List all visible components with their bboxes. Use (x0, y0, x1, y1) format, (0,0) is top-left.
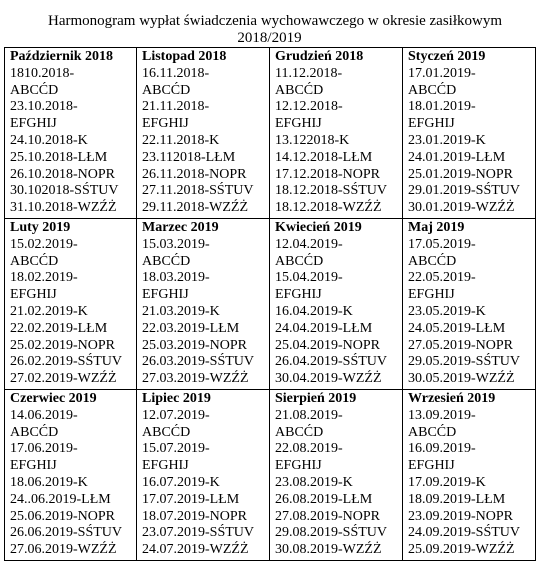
payment-date-entry: 17.01.2019- (408, 65, 476, 81)
payment-date-entry: 26.08.2019-LŁM (275, 491, 373, 507)
payment-date-entry: 24.04.2019-LŁM (275, 320, 373, 336)
payment-date-entry: 21.11.2018- (142, 99, 210, 115)
month-heading: Czerwiec 2019 (10, 391, 97, 406)
payment-date-entry: 30.05.2019-WZŹŻ (408, 371, 515, 387)
payment-date-entry: EFGHIJ (142, 116, 189, 132)
payment-date-entry: 29.08.2019-SŚTUV (275, 525, 388, 541)
payment-date-entry: 27.03.2019-WZŹŻ (142, 371, 249, 387)
payment-date-entry: 25.10.2018-LŁM (10, 149, 108, 165)
schedule-row (5, 219, 536, 390)
payment-date-entry: 24.10.2018-K (10, 132, 88, 148)
schedule-row (5, 48, 536, 219)
payment-date-entry: 30.102018-SŚTUV (10, 183, 119, 199)
month-heading: Luty 2019 (10, 220, 71, 235)
payment-date-entry: EFGHIJ (10, 458, 57, 474)
payment-date-entry: EFGHIJ (10, 287, 57, 303)
payment-date-entry: 15.03.2019- (142, 236, 210, 252)
payment-date-entry: 18.06.2019-K (10, 474, 88, 490)
payment-date-entry: 23.01.2019-K (408, 132, 486, 148)
payment-date-entry: ABCĆD (142, 424, 191, 440)
payment-date-entry: 13.09.2019- (408, 407, 476, 423)
schedule-row (5, 390, 536, 561)
payment-date-entry: 26.11.2018-NOPR (142, 166, 247, 182)
payment-date-entry: 16.07.2019-K (142, 474, 220, 490)
payment-date-entry: EFGHIJ (408, 458, 455, 474)
payment-date-entry: 14.12.2018-LŁM (275, 149, 373, 165)
payment-date-entry: 23.10.2018- (10, 99, 78, 115)
payment-date-entry: 17.07.2019-LŁM (142, 491, 240, 507)
month-cell (403, 48, 536, 219)
payment-date-entry: 22.03.2019-LŁM (142, 320, 240, 336)
month-cell (5, 390, 137, 561)
payment-date-entry: ABCĆD (10, 82, 59, 98)
payment-date-entry: ABCĆD (275, 253, 324, 269)
payment-date-entry: ABCĆD (275, 424, 324, 440)
payment-date-entry: 31.10.2018-WZŹŻ (10, 200, 117, 216)
payment-date-entry: 11.12.2018- (275, 65, 343, 81)
payment-date-entry: 26.06.2019-SŚTUV (10, 525, 123, 541)
month-heading: Październik 2018 (10, 49, 114, 64)
payment-date-entry: 29.01.2019-SŚTUV (408, 183, 521, 199)
payment-date-entry: 15.04.2019- (275, 270, 343, 286)
payment-date-entry: 25.01.2019-NOPR (408, 166, 514, 182)
payment-date-entry: 24..06.2019-LŁM (10, 491, 111, 507)
payment-date-entry: 30.04.2019-WZŹŻ (275, 371, 382, 387)
payment-date-entry: 17.06.2019- (10, 441, 78, 457)
payment-date-entry: 24.01.2019-LŁM (408, 149, 506, 165)
payment-date-entry: EFGHIJ (408, 287, 455, 303)
payment-date-entry: 27.08.2019-NOPR (275, 508, 381, 524)
payment-date-entry: 26.02.2019-SŚTUV (10, 354, 123, 370)
payment-date-entry: ABCĆD (10, 424, 59, 440)
payment-date-entry: 12.04.2019- (275, 236, 343, 252)
payment-date-entry: 16.11.2018- (142, 65, 210, 81)
payment-date-entry: EFGHIJ (142, 287, 189, 303)
payment-date-entry: 17.09.2019-K (408, 474, 486, 490)
payment-date-entry: 21.03.2019-K (142, 303, 220, 319)
payment-date-entry: 18.09.2019-LŁM (408, 491, 506, 507)
payment-date-entry: 25.09.2019-WZŹŻ (408, 542, 515, 558)
month-cell (270, 219, 403, 390)
payment-date-entry: 25.03.2019-NOPR (142, 337, 248, 353)
payment-date-entry: 23.05.2019-K (408, 303, 486, 319)
payment-date-entry: 15.02.2019- (10, 236, 78, 252)
month-heading: Marzec 2019 (142, 220, 219, 235)
month-heading: Listopad 2018 (142, 49, 227, 64)
payment-date-entry: ABCĆD (10, 253, 59, 269)
payment-date-entry: 22.05.2019- (408, 270, 476, 286)
payment-date-entry: 18.07.2019-NOPR (142, 508, 248, 524)
payment-date-entry: 21.08.2019- (275, 407, 343, 423)
payment-date-entry: 18.12.2018-SŚTUV (275, 183, 388, 199)
payment-date-entry: 18.03.2019- (142, 270, 210, 286)
payment-date-entry: 26.10.2018-NOPR (10, 166, 116, 182)
payment-date-entry: 26.04.2019-SŚTUV (275, 354, 388, 370)
payment-date-entry: 29.11.2018-WZŹŻ (142, 200, 249, 216)
payment-date-entry: 17.12.2018-NOPR (275, 166, 381, 182)
payment-date-entry: 21.02.2019-K (10, 303, 88, 319)
title-line-1: Harmonogram wypłat świadczenia wychowawczego w okresie zasiłkowym (48, 13, 503, 29)
payment-date-entry: 27.11.2018-SŚTUV (142, 183, 254, 199)
month-cell (137, 219, 270, 390)
payment-date-entry: 27.05.2019-NOPR (408, 337, 514, 353)
payment-date-entry: 22.08.2019- (275, 441, 343, 457)
payment-date-entry: 18.12.2018-WZŹŻ (275, 200, 382, 216)
payment-date-entry: ABCĆD (142, 253, 191, 269)
payment-date-entry: 24.05.2019-LŁM (408, 320, 506, 336)
payment-date-entry: 25.06.2019-NOPR (10, 508, 116, 524)
payment-date-entry: 30.08.2019-WZŹŻ (275, 542, 382, 558)
payment-date-entry: 29.05.2019-SŚTUV (408, 354, 521, 370)
schedule-table-body (5, 48, 536, 561)
payment-date-entry: ABCĆD (275, 82, 324, 98)
payment-date-entry: 24.07.2019-WZŹŻ (142, 542, 249, 558)
payment-date-entry: 1810.2018- (10, 65, 75, 81)
payment-date-entry: 18.01.2019- (408, 99, 476, 115)
payment-date-entry: EFGHIJ (142, 458, 189, 474)
payment-date-entry: 22.11.2018-K (142, 132, 220, 148)
payment-date-entry: 27.02.2019-WZŹŻ (10, 371, 117, 387)
payment-date-entry: EFGHIJ (10, 116, 57, 132)
payment-date-entry: 22.02.2019-LŁM (10, 320, 108, 336)
month-heading: Lipiec 2019 (142, 391, 211, 406)
payment-date-entry: 25.04.2019-NOPR (275, 337, 381, 353)
month-cell (403, 219, 536, 390)
payment-date-entry: ABCĆD (408, 82, 457, 98)
month-heading: Sierpień 2019 (275, 391, 357, 406)
payment-date-entry: ABCĆD (142, 82, 191, 98)
payment-date-entry: 16.09.2019- (408, 441, 476, 457)
month-cell (5, 219, 137, 390)
title-line-2: 2018/2019 (237, 30, 302, 46)
payment-date-entry: ABCĆD (408, 253, 457, 269)
payment-date-entry: 27.06.2019-WZŹŻ (10, 542, 117, 558)
month-cell (137, 48, 270, 219)
month-cell (270, 48, 403, 219)
month-cell (5, 48, 137, 219)
payment-date-entry: 24.09.2019-SŚTUV (408, 525, 521, 541)
payment-date-entry: 23.07.2019-SŚTUV (142, 525, 255, 541)
payment-date-entry: 16.04.2019-K (275, 303, 353, 319)
month-heading: Maj 2019 (408, 220, 465, 235)
payment-date-entry: 17.05.2019- (408, 236, 476, 252)
document-title (0, 13, 539, 47)
payment-date-entry: 23.09.2019-NOPR (408, 508, 514, 524)
payment-date-entry: 15.07.2019- (142, 441, 210, 457)
payment-date-entry: 30.01.2019-WZŹŻ (408, 200, 515, 216)
payment-date-entry: 18.02.2019- (10, 270, 78, 286)
payment-date-entry: 12.07.2019- (142, 407, 210, 423)
payment-date-entry: EFGHIJ (275, 287, 322, 303)
payment-date-entry: 12.12.2018- (275, 99, 343, 115)
payment-schedule-table (4, 47, 536, 561)
payment-date-entry: 14.06.2019- (10, 407, 78, 423)
month-cell (403, 390, 536, 561)
payment-date-entry: 26.03.2019-SŚTUV (142, 354, 255, 370)
payment-date-entry: 23.08.2019-K (275, 474, 353, 490)
month-cell (270, 390, 403, 561)
payment-date-entry: ABCĆD (408, 424, 457, 440)
month-heading: Styczeń 2019 (408, 49, 486, 64)
month-cell (137, 390, 270, 561)
payment-date-entry: EFGHIJ (275, 458, 322, 474)
month-heading: Wrzesień 2019 (408, 391, 496, 406)
payment-date-entry: 23.112018-LŁM (142, 149, 236, 165)
month-heading: Grudzień 2018 (275, 49, 364, 64)
payment-date-entry: EFGHIJ (408, 116, 455, 132)
month-heading: Kwiecień 2019 (275, 220, 362, 235)
payment-date-entry: EFGHIJ (275, 116, 322, 132)
payment-date-entry: 13.122018-K (275, 132, 350, 148)
payment-date-entry: 25.02.2019-NOPR (10, 337, 116, 353)
